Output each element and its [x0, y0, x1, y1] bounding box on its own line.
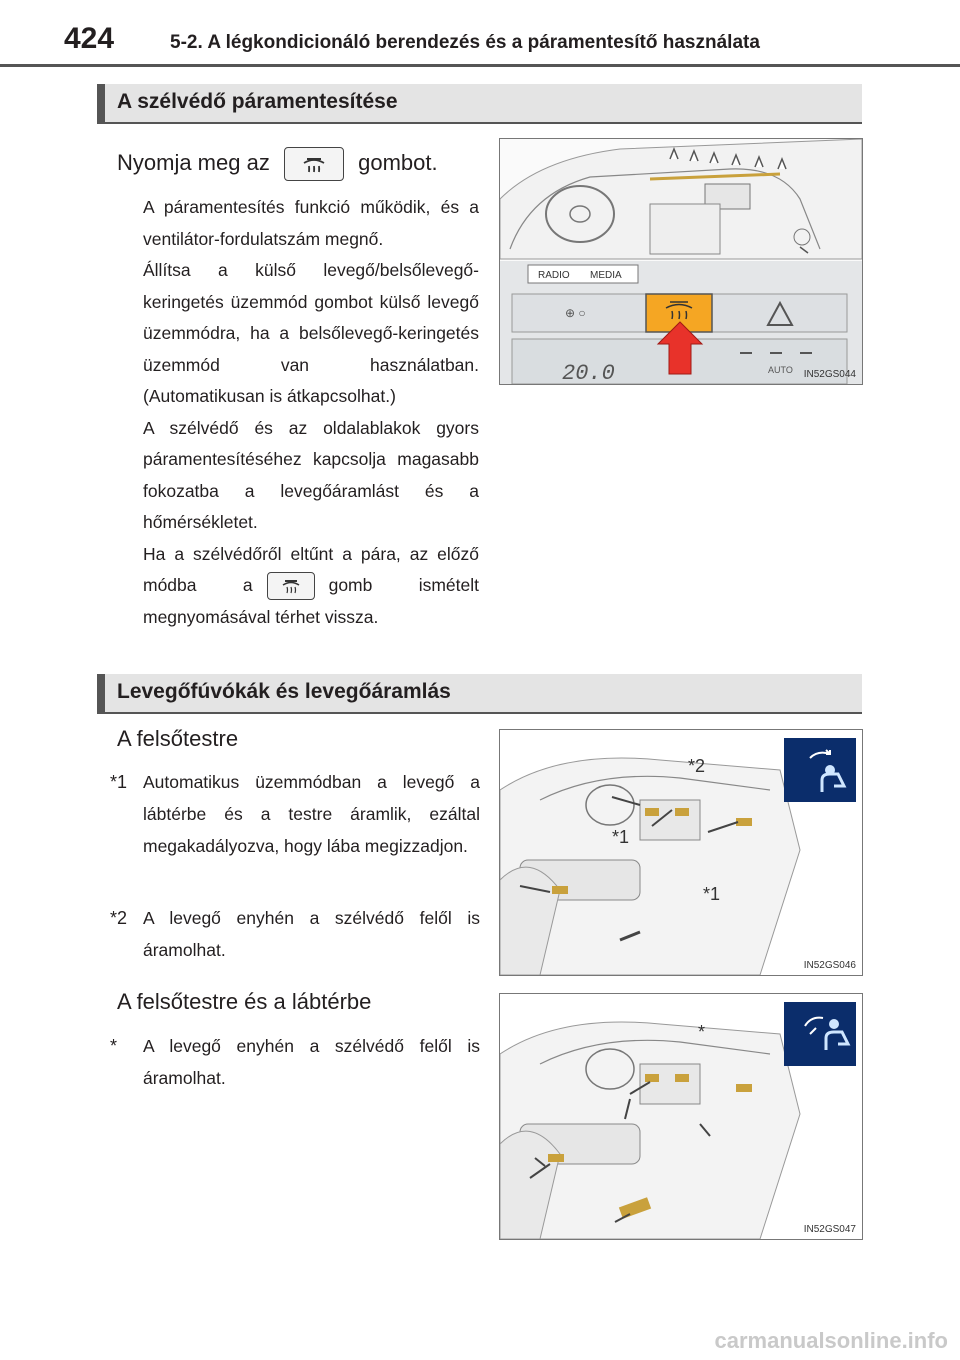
- defrost-button-icon: [267, 572, 315, 600]
- footnote-mark: *1: [110, 772, 128, 792]
- figure-id: IN52GS047: [803, 1224, 856, 1235]
- defrost-description: [143, 192, 479, 633]
- footnote-text: A levegő enyhén a szélvédő felől is áramolhat.: [143, 908, 480, 960]
- section-heading-vents: [97, 674, 862, 714]
- auto-label: AUTO: [768, 365, 793, 375]
- footnote-1: [110, 766, 480, 862]
- paragraph: A páramentesítés funkció működik, és a ventilátor-fordulatszám megnő.: [143, 197, 479, 249]
- defrost-figure: [499, 138, 863, 385]
- para4-after: gomb ismételt megnyomásával térhet vissza.: [143, 575, 480, 627]
- vent-figure-upper-body: [499, 729, 863, 976]
- watermark: carmanualsonline.info: [714, 1328, 948, 1353]
- lead-text-before: Nyomja meg az: [117, 149, 270, 175]
- dashboard-illustration: [500, 139, 862, 384]
- callout-mark: *2: [688, 756, 706, 776]
- chapter-title: 5-2. A légkondicionáló berendezés és a páramentesítő használata: [170, 32, 760, 53]
- callout-mark: *: [698, 1022, 706, 1042]
- svg-text:⊕ ○: ⊕ ○: [565, 306, 586, 320]
- footnote-2: [110, 902, 480, 966]
- footnote-text: A levegő enyhén a szélvédő felől is áramolhat.: [143, 1036, 480, 1088]
- temperature-display: 20.0: [562, 361, 615, 384]
- footnote-3: [110, 1030, 480, 1094]
- media-label: MEDIA: [590, 270, 622, 281]
- radio-label: RADIO: [538, 270, 570, 281]
- section-title: A szélvédő páramentesítése: [117, 90, 398, 113]
- figure-id: IN52GS046: [803, 960, 856, 971]
- footnote-mark: *: [110, 1036, 118, 1056]
- defrost-instruction: [117, 147, 438, 181]
- section-title: Levegőfúvókák és levegőáramlás: [117, 680, 451, 703]
- upper-body-mode-icon: [784, 738, 856, 802]
- subheading-upper-body: A felsőtestre: [117, 726, 239, 751]
- paragraph: Állítsa a külső levegő/belsőlevegő-keringetés üzemmód gombot külső levegő üzemmódra, ha a belsőlevegő-keringetés üzemmód van használatban. (Automatikusan is átkapcsolhat.): [143, 260, 479, 406]
- paragraph: A szélvédő és az oldalablakok gyors páramentesítéséhez kapcsolja magasabb fokozatba a levegőáramlást és a hőmérsékletet.: [143, 417, 479, 532]
- footnote-mark: *2: [110, 908, 128, 928]
- vent-figure-upper-body-feet: [499, 993, 863, 1240]
- para4-before: Ha a szélvédőről eltűnt a pára, az előző módba a: [143, 543, 479, 595]
- lead-text-after: gombot.: [358, 149, 438, 175]
- paragraph: [143, 539, 479, 634]
- subheading-upper-body-feet: A felsőtestre és a lábtérbe: [117, 989, 372, 1014]
- callout-mark: *1: [703, 884, 721, 904]
- cabin-illustration: [500, 994, 862, 1239]
- header-rule: [0, 64, 960, 67]
- page-number: 424: [64, 22, 115, 55]
- figure-id: IN52GS044: [803, 369, 856, 380]
- defrost-button-icon: [284, 147, 344, 181]
- footnote-text: Automatikus üzemmódban a levegő a lábtérbe és a testre áramlik, ezáltal megakadályozva, hogy lába megizzadjon.: [143, 772, 480, 856]
- section-heading-defrost: [97, 84, 862, 124]
- cabin-illustration: [500, 730, 862, 975]
- callout-mark: *1: [612, 827, 630, 847]
- upper-body-feet-mode-icon: [784, 1002, 856, 1066]
